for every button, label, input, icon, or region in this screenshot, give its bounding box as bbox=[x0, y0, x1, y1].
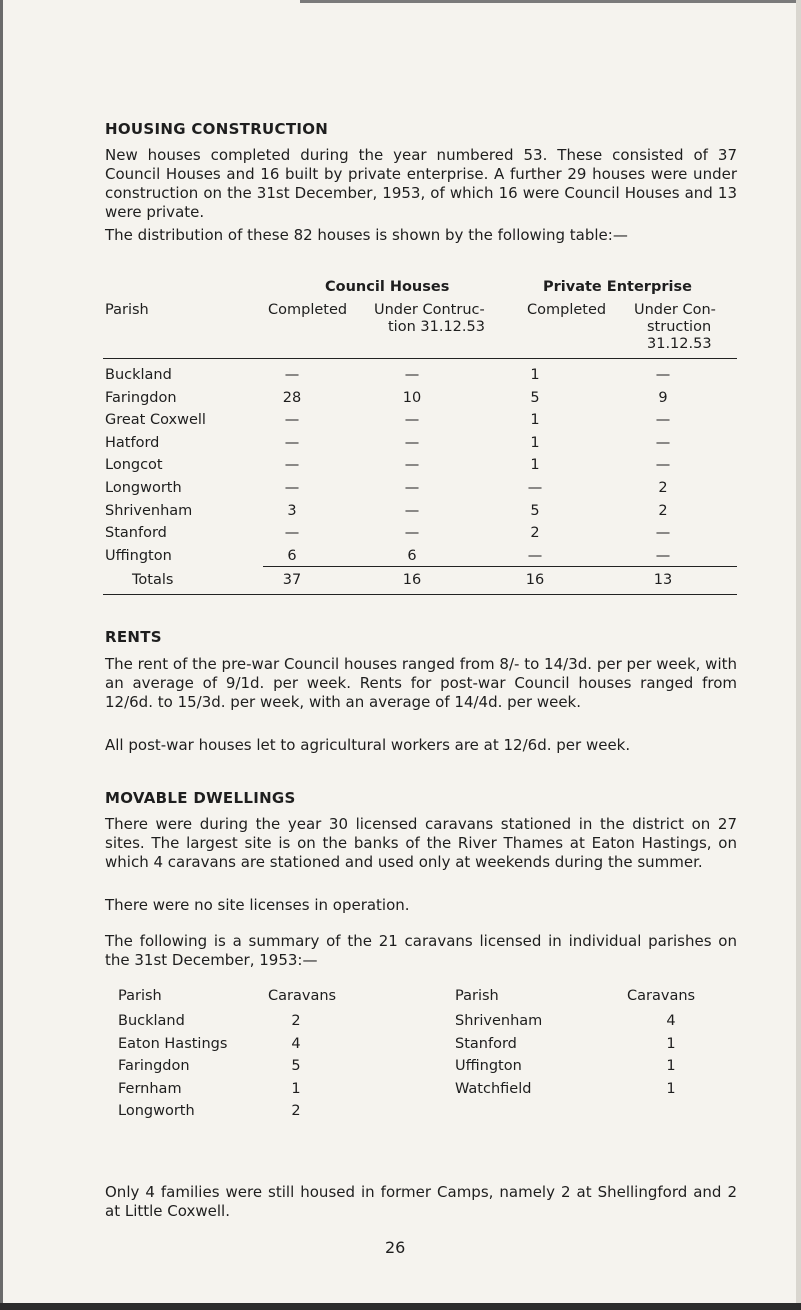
caravan-left-caravans: 1 bbox=[291, 1080, 301, 1097]
movable-paragraph-1-text: There were during the year 30 licensed caravans stationed in the district on 27 sites. The largest site is on the banks of the River Thames at Eaton Hastings, on which 4 caravans are stationed and used only at weekends during the summer. bbox=[105, 815, 737, 871]
row-value-pu: — bbox=[655, 367, 671, 383]
caravan-left-caravans: 2 bbox=[291, 1013, 301, 1029]
row-parish: Shrivenham bbox=[105, 502, 193, 519]
movable-heading: MOVABLE DWELLINGS bbox=[105, 789, 296, 807]
row-value-pc: 5 bbox=[530, 389, 540, 406]
row-parish: Uffington bbox=[105, 547, 172, 564]
row-value-cc: 6 bbox=[287, 547, 297, 564]
group-header-private: Private Enterprise bbox=[543, 279, 692, 295]
caravan-right-caravans: 1 bbox=[666, 1080, 676, 1097]
row-value-pc: 1 bbox=[530, 412, 540, 429]
header-rule bbox=[103, 358, 737, 359]
row-value-pc: 1 bbox=[530, 457, 540, 474]
row-value-cu: — bbox=[404, 412, 420, 429]
row-value-cu: — bbox=[404, 367, 420, 383]
row-value-cc: — bbox=[284, 367, 300, 383]
row-value-cu: 10 bbox=[402, 389, 422, 406]
row-parish: Stanford bbox=[105, 525, 167, 542]
rents-heading: RENTS bbox=[105, 628, 162, 646]
row-value-pu: — bbox=[655, 412, 671, 429]
row-value-pu: 9 bbox=[658, 389, 668, 406]
t2-col-caravans-right: Caravans bbox=[627, 988, 696, 1004]
caravan-left-parish: Buckland bbox=[118, 1013, 185, 1029]
row-parish: Longworth bbox=[105, 480, 182, 496]
rents-paragraph-1 bbox=[105, 655, 737, 712]
col-header-private-under-2: struction bbox=[647, 319, 712, 335]
group-header-council: Council Houses bbox=[325, 279, 450, 295]
row-value-pc: — bbox=[527, 480, 543, 496]
row-value-cc: 28 bbox=[282, 389, 302, 406]
row-value-pu: — bbox=[655, 525, 671, 542]
row-value-cc: — bbox=[284, 480, 300, 496]
caravan-left-parish: Eaton Hastings bbox=[118, 1035, 228, 1052]
totals-council-completed: 37 bbox=[282, 572, 302, 588]
row-value-pu: — bbox=[655, 547, 671, 564]
row-value-pu: 2 bbox=[658, 480, 668, 496]
totals-private-completed: 16 bbox=[525, 572, 545, 588]
row-value-pc: — bbox=[527, 547, 543, 564]
caravan-right-caravans: 4 bbox=[666, 1013, 676, 1029]
row-value-cc: — bbox=[284, 525, 300, 542]
housing-paragraph-2-text: The distribution of these 82 houses is shown by the following table:— bbox=[105, 226, 628, 244]
totals-rule-bottom bbox=[103, 594, 737, 595]
housing-paragraph-1 bbox=[105, 146, 737, 222]
row-value-cu: — bbox=[404, 457, 420, 474]
caravan-right-caravans: 1 bbox=[666, 1058, 676, 1074]
totals-private-under: 13 bbox=[653, 572, 673, 588]
movable-paragraph-2 bbox=[105, 896, 737, 915]
caravan-right-parish: Uffington bbox=[455, 1058, 522, 1074]
closing-paragraph bbox=[105, 1183, 737, 1221]
closing-paragraph-text: Only 4 families were still housed in former Camps, namely 2 at Shellingford and 2 at Little Coxwell. bbox=[105, 1183, 737, 1220]
totals-rule-top bbox=[263, 566, 737, 567]
row-value-cc: — bbox=[284, 434, 300, 451]
row-value-cu: 6 bbox=[407, 547, 417, 564]
movable-paragraph-3 bbox=[105, 932, 737, 970]
t2-col-parish-left: Parish bbox=[118, 988, 162, 1004]
caravan-right-caravans: 1 bbox=[666, 1035, 676, 1052]
row-value-pc: 1 bbox=[530, 434, 540, 451]
movable-paragraph-1 bbox=[105, 815, 737, 872]
row-value-cc: — bbox=[284, 457, 300, 474]
col-header-private-completed: Completed bbox=[527, 302, 607, 318]
caravan-left-caravans: 4 bbox=[291, 1035, 301, 1052]
col-header-private-under-3: 31.12.53 bbox=[647, 336, 712, 352]
col-header-parish: Parish bbox=[105, 302, 149, 318]
row-parish: Buckland bbox=[105, 367, 172, 383]
movable-paragraph-3-text: The following is a summary of the 21 caravans licensed in individual parishes on the 31st December, 1953:— bbox=[105, 932, 737, 969]
row-parish: Faringdon bbox=[105, 389, 177, 406]
caravan-left-parish: Longworth bbox=[118, 1103, 195, 1119]
housing-heading: HOUSING CONSTRUCTION bbox=[105, 120, 329, 138]
row-parish: Longcot bbox=[105, 457, 163, 474]
page-number: 26 bbox=[385, 1238, 406, 1257]
row-value-cc: — bbox=[284, 412, 300, 429]
rents-paragraph-2-text: All post-war houses let to agricultural workers are at 12/6d. per week. bbox=[105, 736, 631, 754]
page-edge-right bbox=[796, 0, 801, 1310]
caravan-left-caravans: 5 bbox=[291, 1058, 301, 1074]
movable-paragraph-2-text: There were no site licenses in operation. bbox=[105, 896, 410, 914]
col-header-council-under-1: Under Contruc- bbox=[374, 302, 485, 318]
col-header-council-completed: Completed bbox=[268, 302, 348, 318]
page-edge-left bbox=[0, 0, 3, 1310]
rents-paragraph-2 bbox=[105, 736, 737, 755]
row-value-pc: 2 bbox=[530, 525, 540, 542]
page-edge-top bbox=[300, 0, 801, 3]
row-value-pc: 5 bbox=[530, 502, 540, 519]
row-value-cu: — bbox=[404, 502, 420, 519]
totals-label: Totals bbox=[132, 572, 174, 588]
caravan-left-parish: Faringdon bbox=[118, 1058, 190, 1074]
row-parish: Great Coxwell bbox=[105, 412, 206, 429]
caravan-right-parish: Watchfield bbox=[455, 1080, 532, 1097]
caravan-left-caravans: 2 bbox=[291, 1103, 301, 1119]
row-value-cu: — bbox=[404, 480, 420, 496]
t2-col-caravans-left: Caravans bbox=[268, 988, 337, 1004]
col-header-council-under-2: tion 31.12.53 bbox=[388, 319, 485, 335]
row-parish: Hatford bbox=[105, 434, 160, 451]
rents-paragraph-1-text: The rent of the pre-war Council houses ranged from 8/- to 14/3d. per per week, with an average of 9/1d. per week. Rents for post-war Council houses ranged from 12/6d. to 15/3d. per week, with an average of 14/4d. per week. bbox=[105, 655, 737, 711]
row-value-pc: 1 bbox=[530, 367, 540, 383]
row-value-pu: — bbox=[655, 434, 671, 451]
caravan-right-parish: Shrivenham bbox=[455, 1013, 543, 1029]
row-value-cc: 3 bbox=[287, 502, 297, 519]
row-value-cu: — bbox=[404, 525, 420, 542]
housing-paragraph-2 bbox=[105, 226, 737, 245]
row-value-pu: — bbox=[655, 457, 671, 474]
row-value-cu: — bbox=[404, 434, 420, 451]
page-edge-bottom bbox=[0, 1303, 801, 1310]
caravan-left-parish: Fernham bbox=[118, 1080, 182, 1097]
housing-paragraph-1-text: New houses completed during the year numbered 53. These consisted of 37 Council Houses and 16 built by private enterprise. A further 29 houses were under construction on the 31st December, 1953, of which 16 were Council Houses and 13 were private. bbox=[105, 146, 737, 221]
totals-council-under: 16 bbox=[402, 572, 422, 588]
caravan-right-parish: Stanford bbox=[455, 1035, 517, 1052]
row-value-pu: 2 bbox=[658, 502, 668, 519]
col-header-private-under-1: Under Con- bbox=[634, 302, 716, 318]
t2-col-parish-right: Parish bbox=[455, 988, 499, 1004]
